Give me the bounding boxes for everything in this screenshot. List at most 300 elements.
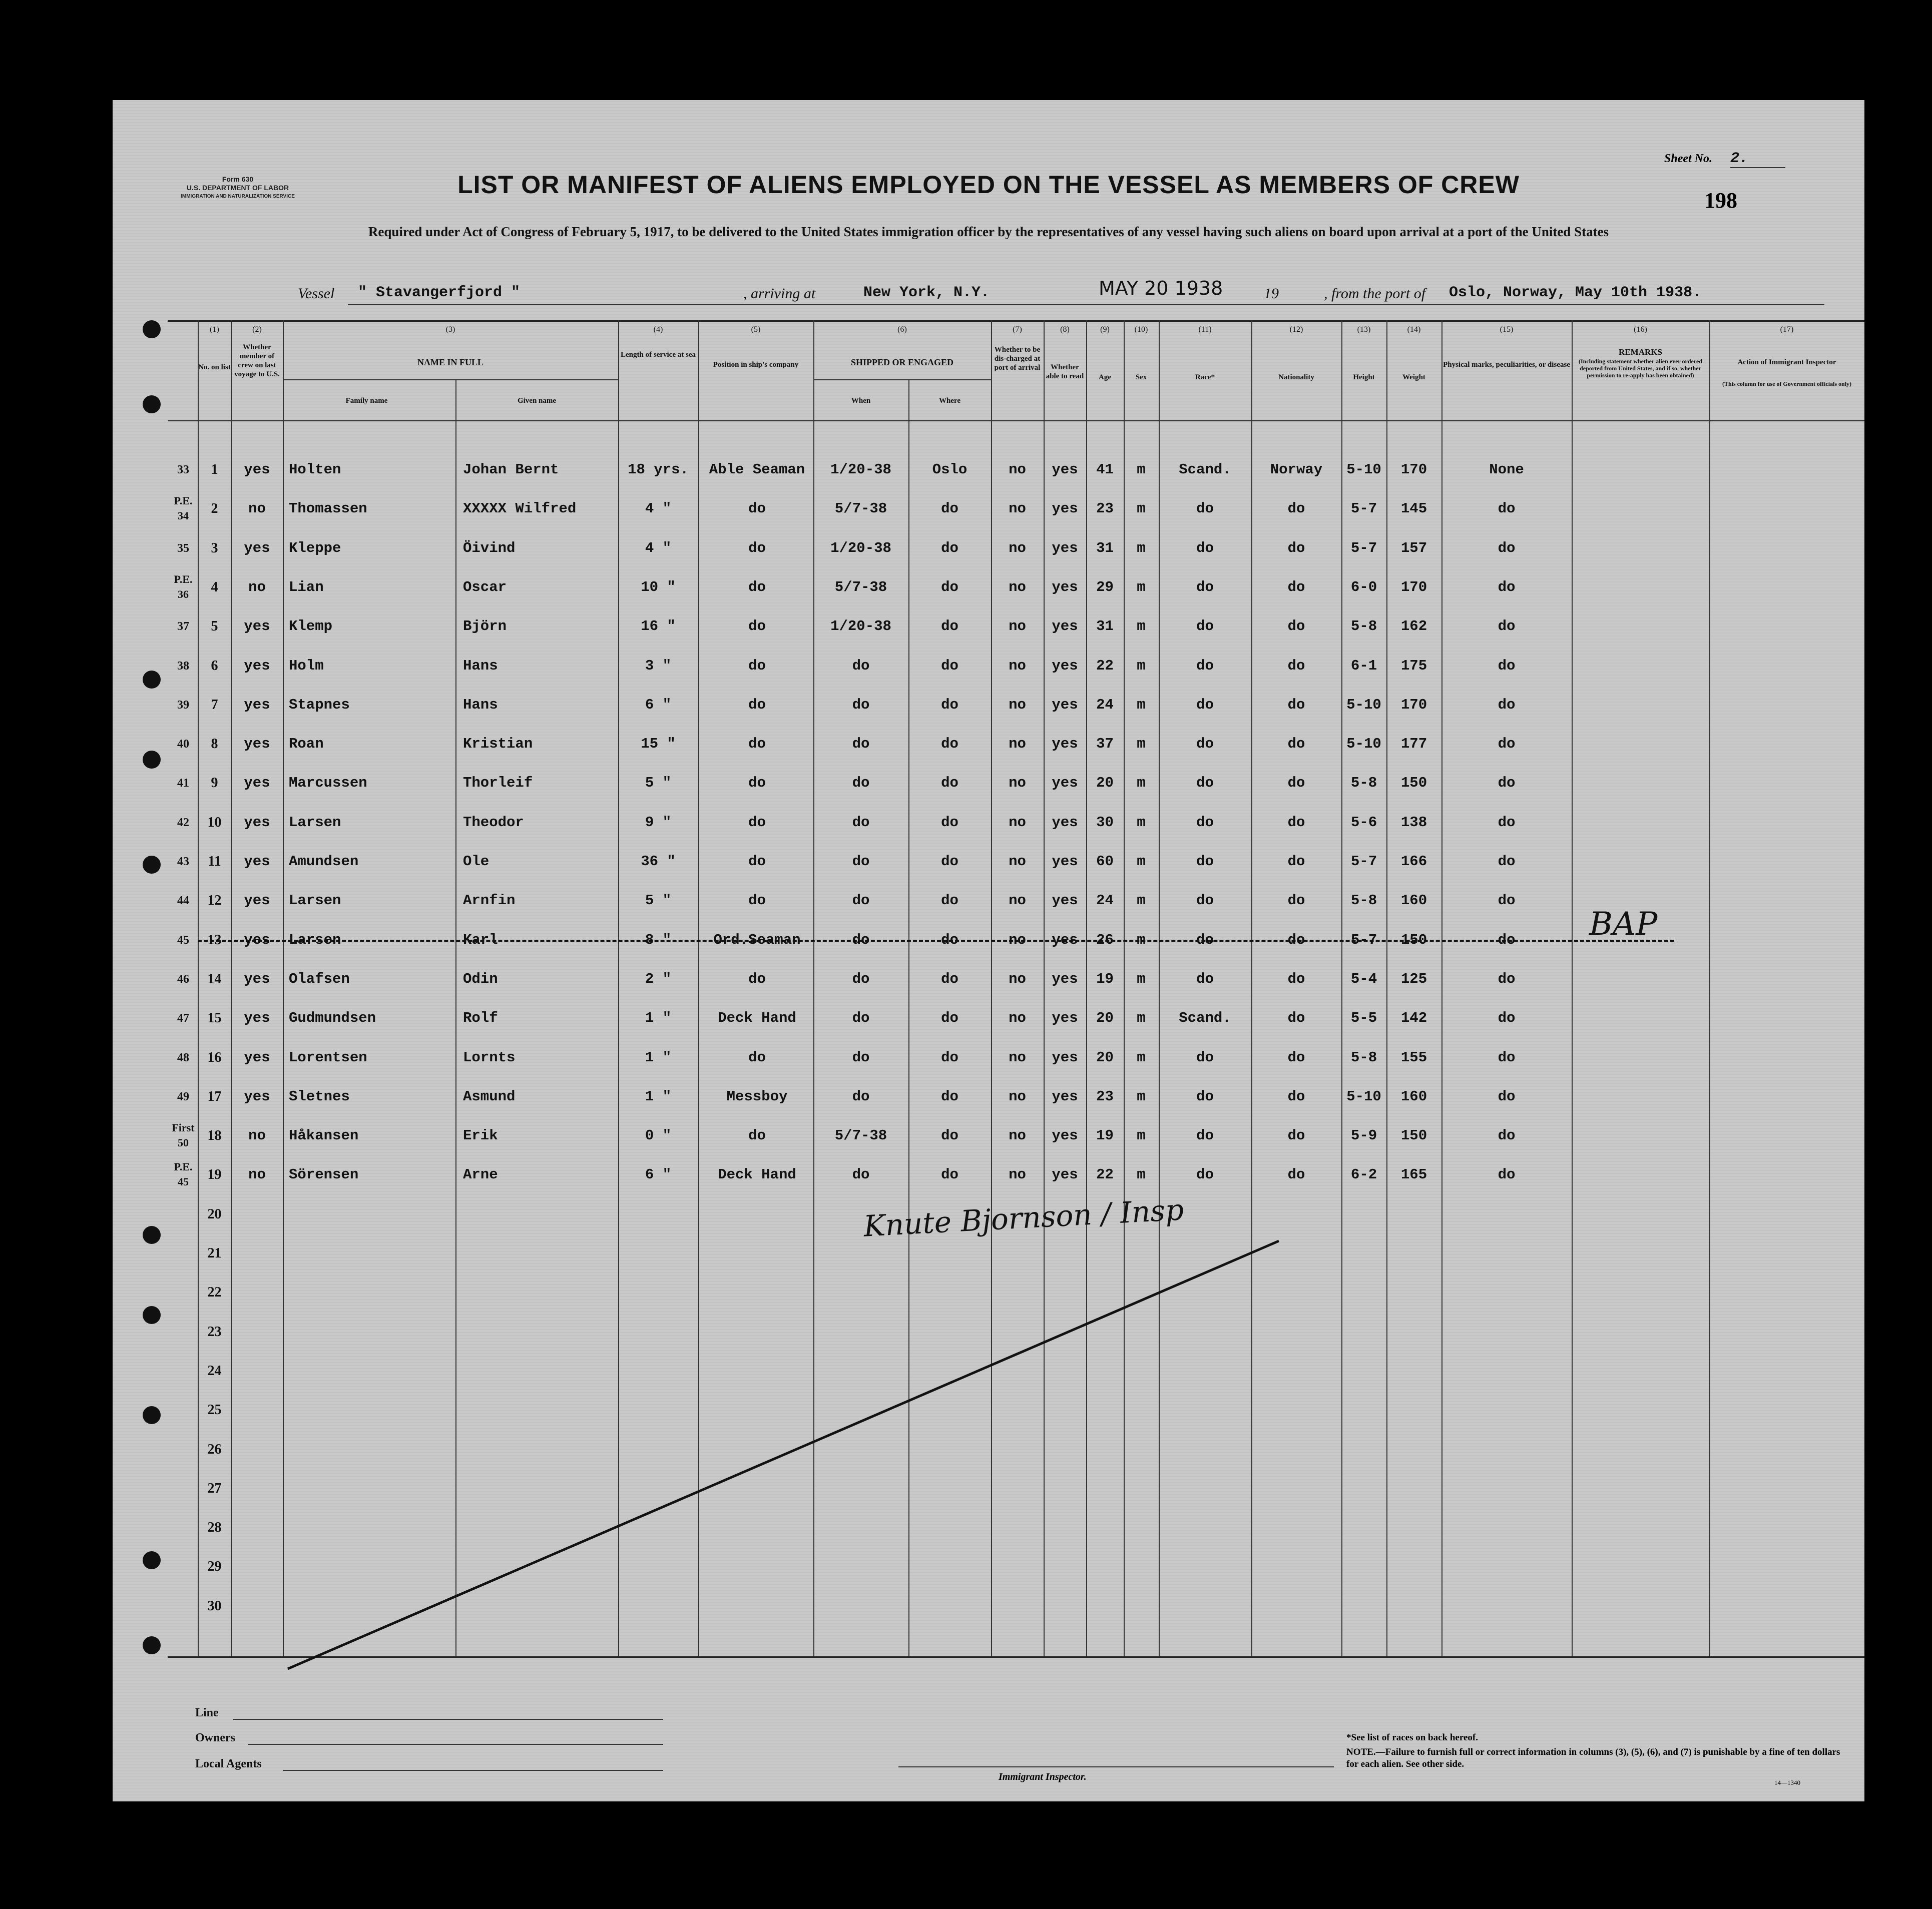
cell-no: 17 xyxy=(207,1088,222,1104)
cell-member: yes xyxy=(244,1049,270,1066)
cell-no: 21 xyxy=(207,1245,222,1261)
cell-read: yes xyxy=(1052,578,1078,595)
cell-given: Odin xyxy=(463,970,498,987)
cell-member: yes xyxy=(244,892,270,909)
cell-height: 5-8 xyxy=(1350,1049,1377,1066)
cell-nationality: do xyxy=(1287,500,1305,517)
cell-when: 1/20-38 xyxy=(830,461,891,478)
cell-where: do xyxy=(941,657,958,674)
from-label: , from the port of xyxy=(1324,285,1426,302)
cell-when: do xyxy=(852,1010,870,1027)
form-number: Form 630 xyxy=(222,175,254,183)
cell-read: yes xyxy=(1052,775,1078,792)
manifest-subtitle: Required under Act of Congress of February 5, 1917, to be delivered to the United States immigration officer by the representatives of any vessel having such aliens on board upon arrival at a port of the United States xyxy=(368,224,1609,239)
cell-family: Thomassen xyxy=(289,500,367,517)
cell-weight: 150 xyxy=(1400,775,1427,792)
inspector-signature: Knute Bjornson / Insp xyxy=(862,1192,1185,1243)
cell-race: Scand. xyxy=(1179,1010,1231,1027)
cell-nationality: do xyxy=(1287,736,1305,753)
cell-read: yes xyxy=(1052,853,1078,870)
cell-service: 1 " xyxy=(645,1088,672,1105)
cell-no: 25 xyxy=(207,1402,222,1418)
cell-family: Klemp xyxy=(289,618,333,635)
cell-sex: m xyxy=(1137,970,1146,987)
cell-weight: 157 xyxy=(1400,539,1427,556)
col-num: (5) xyxy=(751,325,761,334)
cell-height: 5-7 xyxy=(1350,931,1377,948)
cell-margin: 46 xyxy=(177,972,189,986)
cell-race: do xyxy=(1196,970,1214,987)
header-whether-member: Whether member of crew on last voyage to U.S. xyxy=(234,343,280,378)
cell-race: do xyxy=(1196,736,1214,753)
cell-given: Ole xyxy=(463,853,490,870)
cell-sex: m xyxy=(1137,500,1146,517)
cell-no: 22 xyxy=(207,1285,222,1301)
cell-when: 1/20-38 xyxy=(830,618,891,635)
cell-weight: 142 xyxy=(1400,1010,1427,1027)
cell-where: do xyxy=(941,539,958,556)
cell-age: 29 xyxy=(1096,578,1114,595)
header-height: Height xyxy=(1353,373,1375,381)
header-when: When xyxy=(851,397,871,405)
cell-physical: do xyxy=(1498,578,1516,595)
cell-height: 5-7 xyxy=(1350,500,1377,517)
vessel-label: Vessel xyxy=(298,285,335,302)
cell-sex: m xyxy=(1137,1127,1146,1144)
cell-physical: do xyxy=(1498,696,1516,713)
col-num: (6) xyxy=(897,325,907,334)
col-num: (16) xyxy=(1634,325,1647,334)
cell-race: do xyxy=(1196,1166,1214,1183)
cell-member: yes xyxy=(244,970,270,987)
cell-margin: 35 xyxy=(177,541,189,555)
cell-position: do xyxy=(748,539,766,556)
cell-physical: do xyxy=(1498,539,1516,556)
cell-family: Gudmundsen xyxy=(289,1010,376,1027)
cell-no: 30 xyxy=(207,1598,222,1614)
cell-position: do xyxy=(748,657,766,674)
cell-member: yes xyxy=(244,853,270,870)
cell-read: yes xyxy=(1052,461,1078,478)
header-remarks: REMARKS xyxy=(1619,347,1662,357)
cell-given: Rolf xyxy=(463,1010,498,1027)
cell-race: do xyxy=(1196,578,1214,595)
cell-race: do xyxy=(1196,539,1214,556)
cell-position: Deck Hand xyxy=(718,1010,796,1027)
cell-margin: 38 xyxy=(177,659,189,673)
cell-no: 20 xyxy=(207,1206,222,1222)
cell-physical: do xyxy=(1498,853,1516,870)
cell-discharged: no xyxy=(1009,618,1026,635)
cell-race: do xyxy=(1196,892,1214,909)
cell-physical: do xyxy=(1498,1010,1516,1027)
cell-read: yes xyxy=(1052,1127,1078,1144)
cell-margin: 43 xyxy=(177,855,189,868)
cell-family: Sörensen xyxy=(289,1166,359,1183)
cell-race: do xyxy=(1196,814,1214,831)
cell-physical: do xyxy=(1498,1049,1516,1066)
cell-service: 8 " xyxy=(645,931,672,948)
cell-member: yes xyxy=(244,1088,270,1105)
penalty-note: NOTE.—Failure to furnish full or correct information in columns (3), (5), (6), and (7) is punishable by a fine of ten dollars for each alien. See other side. xyxy=(1346,1747,1840,1769)
cell-where: do xyxy=(941,1166,958,1183)
cell-service: 18 yrs. xyxy=(628,461,689,478)
cell-position: do xyxy=(748,618,766,635)
cell-discharged: no xyxy=(1009,657,1026,674)
cell-height: 5-8 xyxy=(1350,892,1377,909)
cell-position: do xyxy=(748,696,766,713)
cell-no: 5 xyxy=(211,618,218,634)
col-num: (14) xyxy=(1407,325,1421,334)
cell-no: 13 xyxy=(207,932,222,948)
arriving-label: , arriving at xyxy=(743,285,816,302)
header-where: Where xyxy=(938,397,961,405)
cell-given: Asmund xyxy=(463,1088,516,1105)
cell-no: 14 xyxy=(207,971,222,987)
cell-sex: m xyxy=(1137,696,1146,713)
diagonal-cancel-line xyxy=(113,100,1864,1801)
cell-sex: m xyxy=(1137,814,1146,831)
cell-weight: 170 xyxy=(1400,696,1427,713)
local-agents-label: Local Agents xyxy=(195,1757,262,1770)
cell-family: Amundsen xyxy=(289,853,359,870)
cell-no: 16 xyxy=(207,1049,222,1065)
cell-read: yes xyxy=(1052,539,1078,556)
cell-when: do xyxy=(852,814,870,831)
cell-weight: 170 xyxy=(1400,578,1427,595)
cell-race: do xyxy=(1196,1049,1214,1066)
header-action-sub: (This column for use of Government officials only) xyxy=(1722,380,1852,387)
cell-read: yes xyxy=(1052,696,1078,713)
cell-where: do xyxy=(941,892,958,909)
cell-physical: do xyxy=(1498,931,1516,948)
cell-service: 9 " xyxy=(645,814,672,831)
cell-physical: do xyxy=(1498,970,1516,987)
cell-physical: do xyxy=(1498,814,1516,831)
cell-position: do xyxy=(748,892,766,909)
cell-margin: 48 xyxy=(177,1051,189,1064)
cell-position: do xyxy=(748,578,766,595)
cell-sex: m xyxy=(1137,736,1146,753)
cell-service: 10 " xyxy=(641,578,676,595)
manifest-title: LIST OR MANIFEST OF ALIENS EMPLOYED ON THE VESSEL AS MEMBERS OF CREW xyxy=(457,171,1520,199)
col-num: (4) xyxy=(653,325,663,334)
header-race: Race* xyxy=(1195,373,1215,381)
cell-no: 23 xyxy=(207,1324,222,1340)
cell-no: 8 xyxy=(211,736,218,752)
cell-given: Hans xyxy=(463,696,498,713)
cell-nationality: do xyxy=(1287,853,1305,870)
cell-member: yes xyxy=(244,539,270,556)
cell-when: 5/7-38 xyxy=(834,500,887,517)
cell-race: do xyxy=(1196,696,1214,713)
date-stamp: MAY 20 1938 xyxy=(1099,277,1223,299)
cell-family: Sletnes xyxy=(289,1088,350,1105)
header-family-name: Family name xyxy=(345,397,388,405)
cell-given: XXXXX Wilfred xyxy=(463,500,577,517)
cell-family: Kleppe xyxy=(289,539,341,556)
cell-read: yes xyxy=(1052,1010,1078,1027)
cell-discharged: no xyxy=(1009,539,1026,556)
header-sex: Sex xyxy=(1135,373,1147,381)
cell-no: 9 xyxy=(211,775,218,791)
cell-physical: do xyxy=(1498,657,1516,674)
cell-discharged: no xyxy=(1009,1127,1026,1144)
cell-position: Able Seaman xyxy=(709,461,805,478)
cell-discharged: no xyxy=(1009,931,1026,948)
cell-sex: m xyxy=(1137,1010,1146,1027)
cell-age: 31 xyxy=(1096,618,1114,635)
cell-race: do xyxy=(1196,853,1214,870)
cell-service: 15 " xyxy=(641,736,676,753)
cell-margin: 33 xyxy=(177,463,189,476)
cell-margin: 39 xyxy=(177,698,189,712)
col-num: (9) xyxy=(1100,325,1110,334)
cell-physical: do xyxy=(1498,892,1516,909)
cell-height: 5-8 xyxy=(1350,775,1377,792)
cell-physical: do xyxy=(1498,500,1516,517)
cell-nationality: do xyxy=(1287,892,1305,909)
cell-weight: 125 xyxy=(1400,970,1427,987)
cell-race: do xyxy=(1196,775,1214,792)
cell-when: do xyxy=(852,736,870,753)
cell-margin: 42 xyxy=(177,816,189,829)
cell-read: yes xyxy=(1052,892,1078,909)
cell-margin: First 50 xyxy=(172,1121,195,1149)
col-num: (10) xyxy=(1134,325,1148,334)
cell-margin: P.E. 34 xyxy=(174,494,193,522)
cell-read: yes xyxy=(1052,814,1078,831)
cell-service: 5 " xyxy=(645,892,672,909)
cell-nationality: do xyxy=(1287,539,1305,556)
cell-height: 5-8 xyxy=(1350,618,1377,635)
cell-where: do xyxy=(941,931,958,948)
cell-weight: 145 xyxy=(1400,500,1427,517)
col-num: (11) xyxy=(1198,325,1212,334)
cell-when: 5/7-38 xyxy=(834,578,887,595)
cell-given: Erik xyxy=(463,1127,498,1144)
cell-given: Lornts xyxy=(463,1049,516,1066)
cell-age: 31 xyxy=(1096,539,1114,556)
cell-discharged: no xyxy=(1009,736,1026,753)
cell-race: do xyxy=(1196,931,1214,948)
cell-given: Arne xyxy=(463,1166,498,1183)
cell-service: 1 " xyxy=(645,1049,672,1066)
cell-sex: m xyxy=(1137,618,1146,635)
cell-no: 11 xyxy=(208,854,221,869)
cell-when: 5/7-38 xyxy=(834,1127,887,1144)
cell-no: 24 xyxy=(207,1363,222,1379)
cell-sex: m xyxy=(1137,1049,1146,1066)
cell-physical: do xyxy=(1498,736,1516,753)
cell-service: 5 " xyxy=(645,775,672,792)
cell-age: 22 xyxy=(1096,657,1114,674)
cell-read: yes xyxy=(1052,736,1078,753)
cell-given: Hans xyxy=(463,657,498,674)
cell-no: 12 xyxy=(207,893,222,909)
cell-service: 1 " xyxy=(645,1010,672,1027)
cell-when: do xyxy=(852,970,870,987)
cell-service: 36 " xyxy=(641,853,676,870)
cell-weight: 150 xyxy=(1400,931,1427,948)
cell-nationality: Norway xyxy=(1270,461,1323,478)
inspector-label: Immigrant Inspector. xyxy=(999,1771,1087,1782)
cell-margin: 37 xyxy=(177,620,189,633)
cell-read: yes xyxy=(1052,1166,1078,1183)
manifest-sheet xyxy=(113,100,1864,1801)
cell-discharged: no xyxy=(1009,500,1026,517)
cell-discharged: no xyxy=(1009,461,1026,478)
cell-discharged: no xyxy=(1009,775,1026,792)
cell-height: 5-9 xyxy=(1350,1127,1377,1144)
cell-no: 18 xyxy=(207,1128,222,1144)
arriving-port: New York, N.Y. xyxy=(863,284,990,301)
cell-physical: do xyxy=(1498,618,1516,635)
cell-physical: do xyxy=(1498,775,1516,792)
cell-no: 28 xyxy=(207,1520,222,1536)
cell-no: 27 xyxy=(207,1480,222,1496)
cell-margin: 40 xyxy=(177,738,189,751)
cell-discharged: no xyxy=(1009,578,1026,595)
cell-member: no xyxy=(248,578,266,595)
cell-when: do xyxy=(852,657,870,674)
header-action: Action of Immigrant Inspector xyxy=(1737,358,1836,366)
cell-service: 4 " xyxy=(645,539,672,556)
cell-member: yes xyxy=(244,736,270,753)
cell-family: Lian xyxy=(289,578,324,595)
cell-given: Johan Bernt xyxy=(463,461,559,478)
cell-family: Stapnes xyxy=(289,696,350,713)
col-num: (12) xyxy=(1289,325,1303,334)
cell-family: Olafsen xyxy=(289,970,350,987)
cell-age: 20 xyxy=(1096,1010,1114,1027)
cell-margin: 45 xyxy=(177,933,189,947)
cell-family: Marcussen xyxy=(289,775,367,792)
cell-weight: 160 xyxy=(1400,892,1427,909)
cell-height: 5-10 xyxy=(1346,461,1381,478)
cell-age: 26 xyxy=(1096,931,1114,948)
cell-when: do xyxy=(852,1166,870,1183)
year-label: 19 xyxy=(1264,285,1279,302)
cell-nationality: do xyxy=(1287,775,1305,792)
header-able-read: Whether able to read xyxy=(1046,363,1084,380)
cell-member: yes xyxy=(244,775,270,792)
cell-when: do xyxy=(852,853,870,870)
cell-margin: 49 xyxy=(177,1090,189,1103)
cell-nationality: do xyxy=(1287,657,1305,674)
cell-given: Arnfin xyxy=(463,892,516,909)
cell-margin: P.E. 36 xyxy=(174,572,193,600)
col-num: (8) xyxy=(1060,325,1070,334)
cell-member: no xyxy=(248,500,266,517)
cell-age: 24 xyxy=(1096,892,1114,909)
cell-given: Öivind xyxy=(463,539,516,556)
cell-family: Larsen xyxy=(289,892,341,909)
cell-where: do xyxy=(941,814,958,831)
header-no-on-list: No. on list xyxy=(198,363,231,371)
cell-age: 23 xyxy=(1096,1088,1114,1105)
cell-when: do xyxy=(852,1049,870,1066)
cell-position: do xyxy=(748,1127,766,1144)
cell-nationality: do xyxy=(1287,1088,1305,1105)
cell-given: Karl xyxy=(463,931,498,948)
cell-nationality: do xyxy=(1287,970,1305,987)
cell-when: do xyxy=(852,931,870,948)
cell-height: 6-1 xyxy=(1350,657,1377,674)
cell-member: yes xyxy=(244,618,270,635)
cell-member: no xyxy=(248,1166,266,1183)
cell-height: 5-10 xyxy=(1346,736,1381,753)
cell-read: yes xyxy=(1052,1049,1078,1066)
cell-no: 29 xyxy=(207,1559,222,1575)
cell-height: 6-0 xyxy=(1350,578,1377,595)
cell-race: do xyxy=(1196,1127,1214,1144)
cell-service: 4 " xyxy=(645,500,672,517)
cell-sex: m xyxy=(1137,657,1146,674)
header-length-service: Length of service at sea xyxy=(621,351,696,359)
cell-service: 6 " xyxy=(645,696,672,713)
cell-where: do xyxy=(941,1127,958,1144)
cell-nationality: do xyxy=(1287,1010,1305,1027)
cell-weight: 170 xyxy=(1400,461,1427,478)
cell-nationality: do xyxy=(1287,1127,1305,1144)
cell-family: Larsen xyxy=(289,814,341,831)
cell-height: 5-5 xyxy=(1350,1010,1377,1027)
cell-given: Theodor xyxy=(463,814,524,831)
cell-position: Deck Hand xyxy=(718,1166,796,1183)
cell-position: do xyxy=(748,500,766,517)
cell-height: 5-7 xyxy=(1350,853,1377,870)
cell-discharged: no xyxy=(1009,1010,1026,1027)
cell-height: 6-2 xyxy=(1350,1166,1377,1183)
cell-sex: m xyxy=(1137,775,1146,792)
header-name-in-full: NAME IN FULL xyxy=(417,357,484,367)
cell-service: 6 " xyxy=(645,1166,672,1183)
cell-age: 30 xyxy=(1096,814,1114,831)
cell-no: 26 xyxy=(207,1441,222,1457)
cell-age: 20 xyxy=(1096,775,1114,792)
department: U.S. DEPARTMENT OF LABOR xyxy=(186,184,289,192)
cell-height: 5-4 xyxy=(1350,970,1377,987)
cell-read: yes xyxy=(1052,618,1078,635)
cell-where: do xyxy=(941,578,958,595)
owners-label: Owners xyxy=(195,1731,235,1744)
cell-discharged: no xyxy=(1009,1166,1026,1183)
cell-position: Ord.Seaman xyxy=(713,931,801,948)
header-given-name: Given name xyxy=(517,397,557,405)
cell-physical: do xyxy=(1498,1088,1516,1105)
cell-where: do xyxy=(941,970,958,987)
cell-sex: m xyxy=(1137,1088,1146,1105)
cell-when: do xyxy=(852,1088,870,1105)
header-discharged: Whether to be dis-charged at port of arrival xyxy=(994,346,1041,372)
cell-member: yes xyxy=(244,696,270,713)
cell-margin: 41 xyxy=(177,777,189,790)
header-remarks-sub: (Including statement whether alien ever ordered deported from United States, and if so, whether permission to re-apply has been obtained) xyxy=(1579,358,1702,379)
cell-position: Messboy xyxy=(726,1088,788,1105)
cell-position: do xyxy=(748,1049,766,1066)
cell-physical: None xyxy=(1489,461,1524,478)
cell-weight: 166 xyxy=(1400,853,1427,870)
cell-discharged: no xyxy=(1009,696,1026,713)
cell-family: Håkansen xyxy=(289,1127,359,1144)
cell-family: Holten xyxy=(289,461,341,478)
form-code: 14—1340 xyxy=(1774,1779,1800,1786)
cell-when: do xyxy=(852,696,870,713)
col-num: (13) xyxy=(1357,325,1371,334)
cell-race: do xyxy=(1196,500,1214,517)
cell-where: do xyxy=(941,853,958,870)
